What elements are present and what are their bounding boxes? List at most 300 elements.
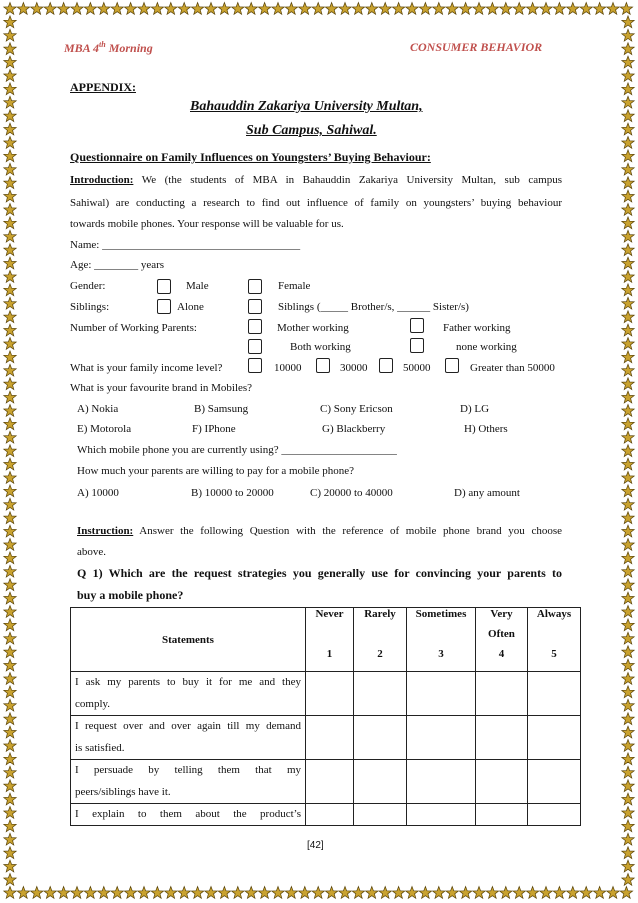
border-star-icon	[526, 3, 538, 15]
border-star-icon	[205, 3, 217, 15]
border-star-icon	[4, 606, 16, 618]
border-star-icon	[124, 887, 136, 899]
border-star-icon	[4, 659, 16, 671]
border-star-icon	[138, 887, 150, 899]
border-star-icon	[419, 3, 431, 15]
border-star-icon	[622, 29, 634, 41]
border-star-icon	[272, 887, 284, 899]
border-star-icon	[622, 338, 634, 350]
income-10000-checkbox[interactable]	[248, 358, 262, 373]
border-star-icon	[622, 271, 634, 283]
border-star-icon	[4, 472, 16, 484]
border-star-icon	[622, 726, 634, 738]
rating-cell[interactable]	[407, 804, 476, 826]
col-rarely-header: Rarely 2	[354, 608, 407, 672]
border-star-icon	[607, 887, 619, 899]
border-star-icon	[4, 445, 16, 457]
pay-question: How much your parents are willing to pay for a mobile phone?	[77, 465, 355, 477]
table-row	[71, 760, 581, 804]
border-star-icon	[111, 3, 123, 15]
intro-line-2: Sahiwal) are conducting a research to find out influence of family on youngsters’ buying behaviour	[70, 197, 562, 209]
border-star-icon	[4, 619, 16, 631]
male-checkbox[interactable]	[157, 279, 171, 294]
border-star-icon	[165, 887, 177, 899]
income-30000-label: 30000	[340, 362, 368, 374]
table-row	[71, 672, 581, 716]
father-working-checkbox[interactable]	[410, 318, 424, 333]
border-star-icon	[620, 3, 632, 15]
brand-option-g[interactable]: G) Blackberry	[322, 423, 386, 435]
border-star-icon	[622, 284, 634, 296]
border-star-icon	[500, 887, 512, 899]
border-star-icon	[339, 3, 351, 15]
border-star-icon	[17, 887, 29, 899]
col-very-often-header: Very Often 4	[476, 608, 528, 672]
border-star-icon	[622, 123, 634, 135]
border-star-icon	[4, 820, 16, 832]
border-star-icon	[4, 485, 16, 497]
alone-checkbox[interactable]	[157, 299, 171, 314]
pay-option-d[interactable]: D) any amount	[454, 487, 520, 499]
border-star-icon	[4, 833, 16, 845]
question-1-line-1: Q 1) Which are the request strategies you generally use for convincing your parents to	[77, 566, 562, 580]
both-working-checkbox[interactable]	[248, 339, 262, 354]
border-star-icon	[4, 391, 16, 403]
border-star-icon	[178, 887, 190, 899]
mother-working-label: Mother working	[277, 322, 349, 334]
border-star-icon	[622, 632, 634, 644]
header-course: MBA 4th Morning	[64, 40, 153, 55]
border-star-icon	[392, 3, 404, 15]
brand-question: What is your favourite brand in Mobiles?	[70, 382, 253, 394]
university-title: Bahauddin Zakariya University Multan,	[190, 99, 423, 114]
rating-cell[interactable]	[306, 716, 354, 760]
border-star-icon	[622, 137, 634, 149]
border-star-icon	[4, 110, 16, 122]
female-label: Female	[278, 280, 311, 292]
border-star-icon	[245, 887, 257, 899]
border-star-icon	[4, 753, 16, 765]
border-star-icon	[580, 887, 592, 899]
border-star-icon	[622, 619, 634, 631]
border-star-icon	[406, 3, 418, 15]
border-star-icon	[366, 887, 378, 899]
instruction-line-1: Instruction: Answer the following Question with the reference of mobile phone brand you choose	[77, 525, 562, 537]
siblings-label: Siblings:	[70, 301, 110, 313]
brand-option-e[interactable]: E) Motorola	[77, 423, 132, 435]
border-star-icon	[4, 860, 16, 872]
border-star-icon	[4, 740, 16, 752]
border-star-icon	[622, 592, 634, 604]
border-star-icon	[4, 56, 16, 68]
brand-option-b[interactable]: B) Samsung	[194, 403, 249, 415]
income-30000-checkbox[interactable]	[316, 358, 330, 373]
col-sometimes-header: Sometimes 3	[407, 608, 476, 672]
border-star-icon	[433, 887, 445, 899]
income-greater-checkbox[interactable]	[445, 358, 459, 373]
border-star-icon	[4, 311, 16, 323]
rating-cell[interactable]	[528, 672, 581, 716]
rating-cell[interactable]	[528, 760, 581, 804]
border-star-icon	[622, 110, 634, 122]
border-star-icon	[486, 887, 498, 899]
border-star-icon	[4, 29, 16, 41]
border-star-icon	[4, 874, 16, 886]
border-star-icon	[622, 217, 634, 229]
border-star-icon	[622, 378, 634, 390]
border-star-icon	[84, 3, 96, 15]
brand-option-a[interactable]: A) Nokia	[77, 403, 119, 415]
rating-cell[interactable]	[476, 804, 528, 826]
border-star-icon	[513, 3, 525, 15]
pay-option-b[interactable]: B) 10000 to 20000	[191, 487, 274, 499]
border-star-icon	[4, 579, 16, 591]
border-star-icon	[98, 3, 110, 15]
border-star-icon	[622, 445, 634, 457]
border-star-icon	[406, 887, 418, 899]
border-star-icon	[4, 338, 16, 350]
border-star-icon	[299, 3, 311, 15]
border-star-icon	[4, 726, 16, 738]
border-star-icon	[622, 485, 634, 497]
border-star-icon	[622, 391, 634, 403]
campus-title: Sub Campus, Sahiwal.	[246, 123, 377, 138]
none-working-checkbox[interactable]	[410, 338, 424, 353]
border-star-icon	[4, 673, 16, 685]
border-star-icon	[4, 525, 16, 537]
border-star-icon	[622, 552, 634, 564]
income-50000-checkbox[interactable]	[379, 358, 393, 373]
income-50000-label: 50000	[403, 362, 431, 374]
statement-cell: I explain to them about the product’s	[71, 804, 306, 826]
border-star-icon	[622, 83, 634, 95]
rating-cell[interactable]	[407, 760, 476, 804]
border-star-icon	[4, 257, 16, 269]
instruction-line-2: above.	[77, 546, 107, 558]
border-star-icon	[567, 887, 579, 899]
border-star-icon	[622, 351, 634, 363]
border-star-icon	[258, 3, 270, 15]
border-star-icon	[285, 887, 297, 899]
border-star-icon	[622, 405, 634, 417]
border-star-icon	[379, 3, 391, 15]
border-star-icon	[622, 16, 634, 28]
border-star-icon	[622, 458, 634, 470]
rating-cell[interactable]	[407, 716, 476, 760]
rating-cell[interactable]	[528, 716, 581, 760]
brand-option-h[interactable]: H) Others	[464, 423, 508, 435]
border-star-icon	[622, 699, 634, 711]
border-star-icon	[540, 3, 552, 15]
rating-cell[interactable]	[354, 804, 407, 826]
intro-line-1: Introduction: We (the students of MBA in Bahauddin Zakariya University Multan, sub campus	[70, 174, 562, 186]
rating-cell[interactable]	[476, 716, 528, 760]
border-star-icon	[622, 525, 634, 537]
border-star-icon	[4, 70, 16, 82]
pay-option-c[interactable]: C) 20000 to 40000	[310, 487, 393, 499]
border-star-icon	[4, 230, 16, 242]
current-phone-field[interactable]: Which mobile phone you are currently using? _____________________	[77, 444, 397, 456]
border-star-icon	[4, 204, 16, 216]
border-star-icon	[4, 405, 16, 417]
none-working-label: none working	[456, 341, 517, 353]
border-star-icon	[486, 3, 498, 15]
border-star-icon	[98, 887, 110, 899]
rating-cell[interactable]	[306, 760, 354, 804]
border-star-icon	[4, 177, 16, 189]
border-star-icon	[473, 887, 485, 899]
border-star-icon	[392, 887, 404, 899]
border-star-icon	[71, 887, 83, 899]
border-star-icon	[218, 3, 230, 15]
border-star-icon	[446, 3, 458, 15]
border-star-icon	[352, 3, 364, 15]
male-label: Male	[186, 280, 209, 292]
appendix-heading: APPENDIX:	[70, 80, 136, 94]
border-star-icon	[272, 3, 284, 15]
border-star-icon	[446, 887, 458, 899]
border-star-icon	[459, 887, 471, 899]
border-star-icon	[622, 740, 634, 752]
border-star-icon	[622, 324, 634, 336]
border-star-icon	[4, 83, 16, 95]
border-star-icon	[232, 3, 244, 15]
border-star-icon	[4, 284, 16, 296]
father-working-label: Father working	[443, 322, 511, 334]
table-header-row	[71, 608, 581, 672]
border-star-icon	[57, 887, 69, 899]
border-star-icon	[258, 887, 270, 899]
border-star-icon	[178, 3, 190, 15]
border-star-icon	[205, 887, 217, 899]
border-star-icon	[151, 3, 163, 15]
border-star-icon	[622, 780, 634, 792]
border-star-icon	[352, 887, 364, 899]
border-star-icon	[622, 539, 634, 551]
both-working-label: Both working	[290, 341, 351, 353]
border-star-icon	[526, 887, 538, 899]
border-star-icon	[622, 150, 634, 162]
border-star-icon	[4, 780, 16, 792]
border-star-icon	[622, 793, 634, 805]
income-10000-label: 10000	[274, 362, 302, 374]
rating-cell[interactable]	[354, 716, 407, 760]
border-star-icon	[622, 204, 634, 216]
border-star-icon	[622, 297, 634, 309]
border-star-icon	[622, 673, 634, 685]
border-star-icon	[218, 887, 230, 899]
rating-cell[interactable]	[476, 672, 528, 716]
border-star-icon	[138, 3, 150, 15]
border-star-icon	[4, 190, 16, 202]
pay-option-a[interactable]: A) 10000	[77, 487, 119, 499]
age-field[interactable]: Age: ________ years	[70, 259, 165, 271]
border-star-icon	[312, 3, 324, 15]
border-star-icon	[593, 3, 605, 15]
border-star-icon	[4, 431, 16, 443]
border-star-icon	[553, 3, 565, 15]
border-star-icon	[4, 137, 16, 149]
rating-cell[interactable]	[476, 760, 528, 804]
border-star-icon	[232, 887, 244, 899]
border-star-icon	[285, 3, 297, 15]
gender-label: Gender:	[70, 280, 106, 292]
border-star-icon	[4, 351, 16, 363]
border-star-icon	[622, 230, 634, 242]
rating-cell[interactable]	[354, 672, 407, 716]
income-label: What is your family income level?	[70, 362, 223, 374]
border-star-icon	[4, 150, 16, 162]
border-star-icon	[4, 565, 16, 577]
border-star-icon	[567, 3, 579, 15]
border-star-icon	[366, 3, 378, 15]
name-field[interactable]: Name: ____________________________________	[70, 239, 301, 251]
border-star-icon	[245, 3, 257, 15]
border-star-icon	[4, 297, 16, 309]
border-star-icon	[4, 163, 16, 175]
border-star-icon	[4, 766, 16, 778]
border-star-icon	[622, 874, 634, 886]
rating-cell[interactable]	[306, 672, 354, 716]
border-star-icon	[4, 592, 16, 604]
border-star-icon	[500, 3, 512, 15]
border-star-icon	[553, 887, 565, 899]
alone-label: Alone	[177, 301, 204, 313]
border-star-icon	[622, 606, 634, 618]
border-star-icon	[31, 887, 43, 899]
border-star-icon	[622, 659, 634, 671]
border-star-icon	[312, 887, 324, 899]
border-star-icon	[124, 3, 136, 15]
income-greater-label: Greater than 50000	[470, 362, 555, 374]
border-star-icon	[31, 3, 43, 15]
border-star-icon	[339, 887, 351, 899]
border-star-icon	[4, 123, 16, 135]
siblings-count-label[interactable]: Siblings (_____ Brother/s, ______ Sister/s)	[278, 301, 469, 313]
border-star-icon	[622, 43, 634, 55]
border-star-icon	[622, 847, 634, 859]
brand-option-d[interactable]: D) LG	[460, 403, 490, 415]
border-star-icon	[191, 3, 203, 15]
statement-cell: I persuade by telling them that my peers/siblings have it.	[71, 760, 306, 804]
border-star-icon	[607, 3, 619, 15]
border-star-icon	[4, 244, 16, 256]
border-star-icon	[593, 887, 605, 899]
border-star-icon	[622, 163, 634, 175]
border-star-icon	[299, 887, 311, 899]
border-star-icon	[622, 686, 634, 698]
border-star-icon	[622, 807, 634, 819]
table-row	[71, 716, 581, 760]
border-star-icon	[622, 860, 634, 872]
border-star-icon	[111, 887, 123, 899]
border-star-icon	[473, 3, 485, 15]
border-star-icon	[622, 177, 634, 189]
border-star-icon	[17, 3, 29, 15]
border-star-icon	[622, 833, 634, 845]
border-star-icon	[57, 3, 69, 15]
statements-header: Statements	[71, 608, 306, 672]
border-star-icon	[622, 244, 634, 256]
border-star-icon	[4, 686, 16, 698]
col-never-header: Never 1	[306, 608, 354, 672]
brand-option-f[interactable]: F) IPhone	[192, 423, 236, 435]
rating-cell[interactable]	[528, 804, 581, 826]
border-star-icon	[622, 257, 634, 269]
border-star-icon	[4, 378, 16, 390]
border-star-icon	[622, 753, 634, 765]
border-star-icon	[580, 3, 592, 15]
border-star-icon	[165, 3, 177, 15]
border-star-icon	[4, 324, 16, 336]
border-star-icon	[4, 364, 16, 376]
border-star-icon	[622, 646, 634, 658]
table-row	[71, 804, 581, 826]
border-star-icon	[622, 472, 634, 484]
brand-option-c[interactable]: C) Sony Ericson	[320, 403, 393, 415]
border-star-icon	[622, 766, 634, 778]
border-star-icon	[4, 498, 16, 510]
header-subject: CONSUMER BEHAVIOR	[410, 40, 543, 54]
border-star-icon	[4, 887, 16, 899]
border-star-icon	[622, 364, 634, 376]
mother-working-checkbox[interactable]	[248, 319, 262, 334]
border-star-icon	[622, 579, 634, 591]
rating-cell[interactable]	[354, 760, 407, 804]
border-star-icon	[4, 96, 16, 108]
border-star-icon	[622, 431, 634, 443]
statement-cell: I request over and over again till my demand is satisfied.	[71, 716, 306, 760]
border-star-icon	[379, 887, 391, 899]
border-star-icon	[622, 311, 634, 323]
border-star-icon	[4, 552, 16, 564]
question-1-line-2: buy a mobile phone?	[77, 588, 184, 602]
rating-cell[interactable]	[306, 804, 354, 826]
border-star-icon	[419, 887, 431, 899]
page-number: [42]	[307, 840, 324, 851]
border-star-icon	[622, 820, 634, 832]
statement-cell: I ask my parents to buy it for me and they comply.	[71, 672, 306, 716]
border-star-icon	[4, 847, 16, 859]
border-star-icon	[540, 887, 552, 899]
border-star-icon	[4, 807, 16, 819]
border-star-icon	[4, 16, 16, 28]
border-star-icon	[325, 3, 337, 15]
border-star-icon	[4, 646, 16, 658]
border-star-icon	[4, 3, 16, 15]
border-star-icon	[513, 887, 525, 899]
border-star-icon	[622, 96, 634, 108]
rating-cell[interactable]	[407, 672, 476, 716]
border-star-icon	[4, 271, 16, 283]
border-star-icon	[44, 887, 56, 899]
border-star-icon	[4, 632, 16, 644]
female-checkbox[interactable]	[248, 279, 262, 294]
border-star-icon	[4, 418, 16, 430]
siblings-checkbox[interactable]	[248, 299, 262, 314]
working-parents-label: Number of Working Parents:	[70, 322, 197, 334]
border-star-icon	[4, 458, 16, 470]
border-star-icon	[622, 190, 634, 202]
border-star-icon	[4, 217, 16, 229]
border-star-icon	[4, 43, 16, 55]
border-star-icon	[4, 713, 16, 725]
border-star-icon	[622, 498, 634, 510]
border-star-icon	[44, 3, 56, 15]
border-star-icon	[620, 887, 632, 899]
border-star-icon	[622, 56, 634, 68]
col-always-header: Always 5	[528, 608, 581, 672]
